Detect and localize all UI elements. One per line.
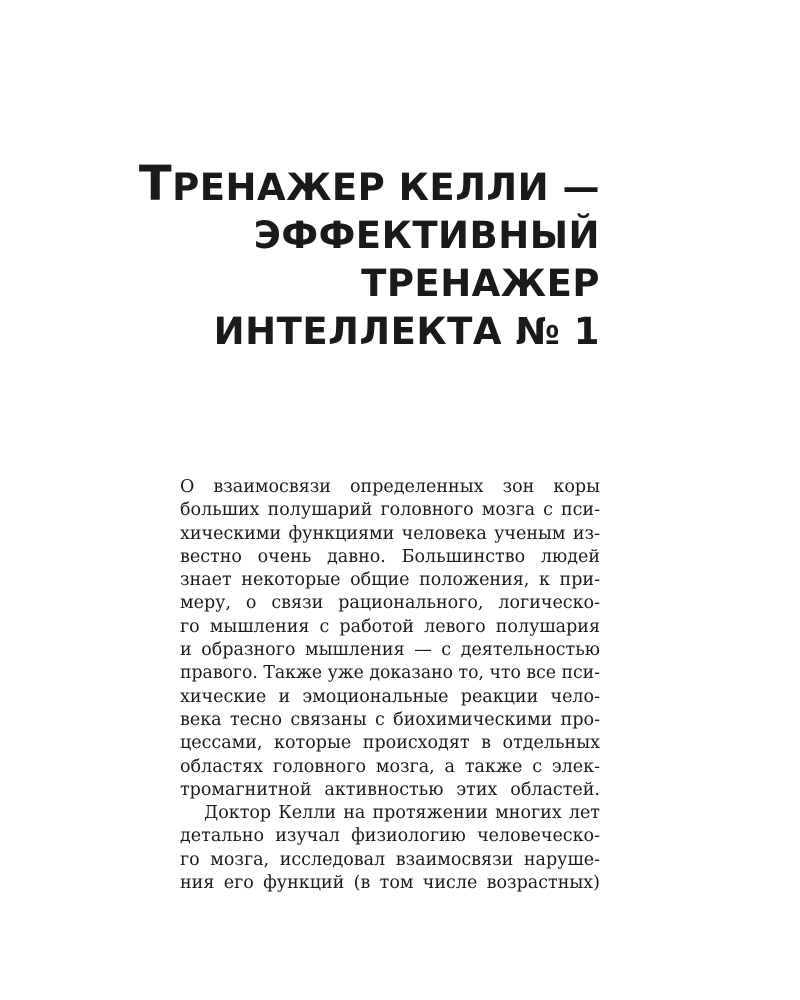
chapter-title — [120, 156, 600, 356]
paragraph-first-line: Доктор Келли на протяжении многих лет — [204, 803, 600, 824]
text-line: детально изучал физиологию человеческо- — [180, 826, 600, 847]
text-line: правого. Также уже доказано то, что все пси- — [180, 663, 600, 684]
text-line: ния его функций (в том числе возрастных) — [180, 873, 600, 894]
text-line: областях головного мозга, а также с элек- — [180, 756, 600, 777]
text-line: больших полушарий головного мозга с пси- — [180, 500, 600, 521]
title-line-4: ИНТЕЛЛЕКТА № 1 — [213, 310, 600, 353]
title-drop-letter: Т — [138, 156, 173, 212]
text-line: вестно очень давно. Большинство людей — [180, 546, 600, 567]
text-line: и образного мышления — с деятельностью — [180, 640, 600, 661]
text-line: века тесно связаны с биохимическими про- — [180, 709, 600, 730]
text-line: цессами, которые происходят в отдельных — [180, 733, 600, 754]
text-line: хическими функциями человека ученым из- — [180, 523, 600, 544]
title-line-2: ЭФФЕКТИВНЫЙ — [253, 214, 600, 257]
body-text — [180, 476, 600, 895]
text-line: го мышления с работой левого полушария — [180, 616, 600, 637]
text-line: хические и эмоциональные реакции чело- — [180, 686, 600, 707]
title-line-1-text: РЕНАЖЕР КЕЛЛИ — — [172, 166, 600, 209]
text-line: знает некоторые общие положения, к при- — [180, 570, 600, 591]
title-line-1 — [120, 156, 600, 212]
title-line-3: ТРЕНАЖЕР — [361, 262, 600, 305]
text-line: О взаимосвязи определенных зон коры — [180, 477, 600, 497]
text-line: го мозга, исследовал взаимосвязи наруше- — [180, 849, 600, 870]
text-line: тромагнитной активностью этих областей. — [180, 779, 600, 800]
text-line: меру, о связи рационального, логическо- — [180, 593, 600, 614]
